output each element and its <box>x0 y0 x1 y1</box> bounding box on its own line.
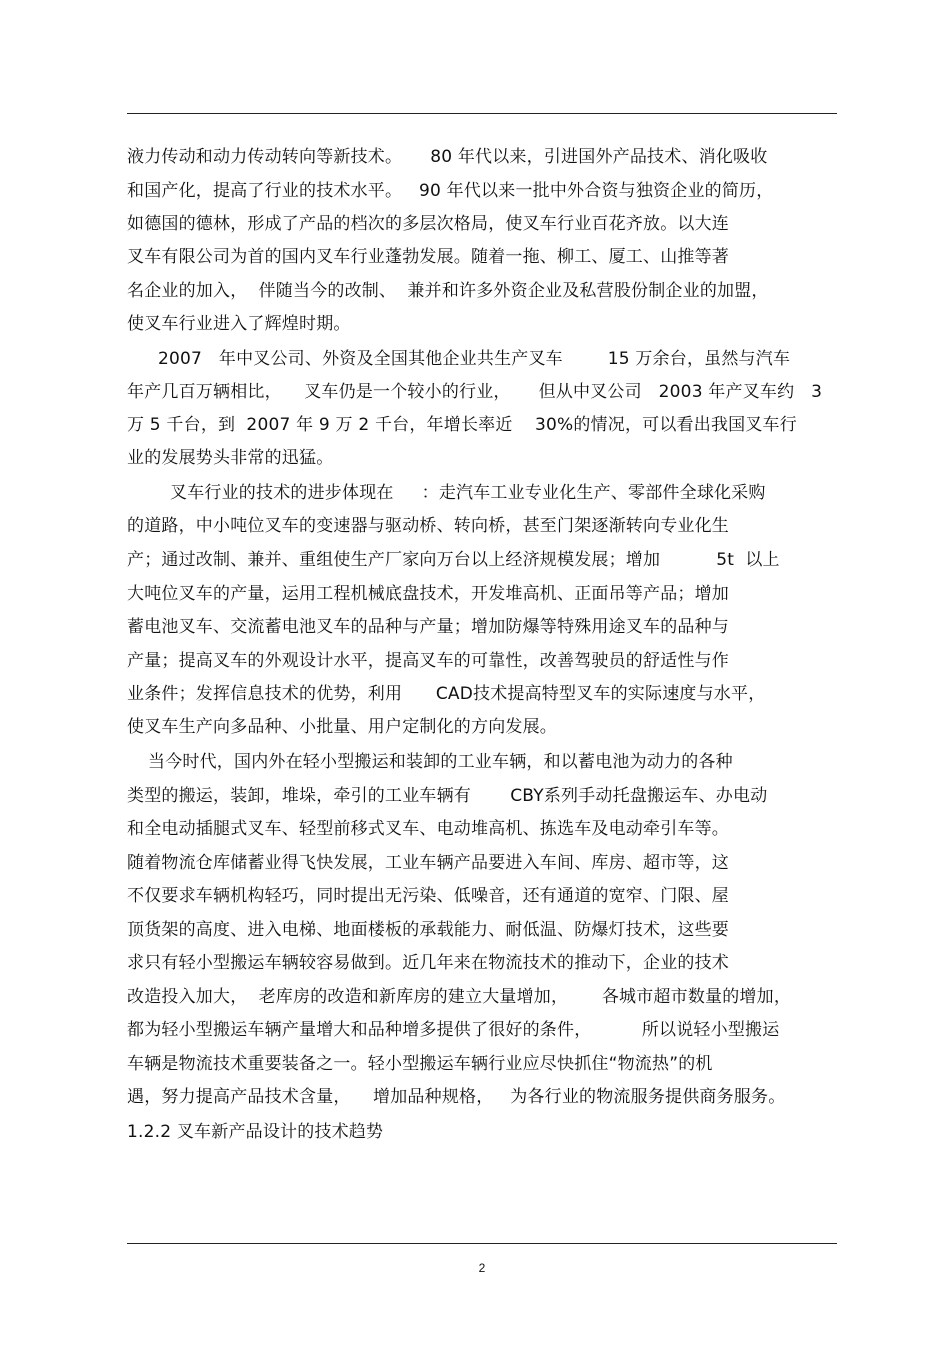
text-line: 大吨位叉车的产量，运用工程机械底盘技术，开发堆高机、正面吊等产品；增加 <box>127 584 729 604</box>
text-line: 业的发展势头非常的迅猛。 <box>127 448 334 468</box>
text-line: 使叉车生产向多品种、小批量、用户定制化的方向发展。 <box>127 717 557 737</box>
section-heading: 1.2.2 叉车新产品设计的技术趋势 <box>127 1122 384 1142</box>
text-line: 叉车有限公司为首的国内叉车行业蓬勃发展。随着一拖、柳工、厦工、山推等著 <box>127 247 729 267</box>
text-line: 年产几百万辆相比， 叉车仍是一个较小的行业， 但从中叉公司 2003 年产叉车约 3 <box>127 382 823 402</box>
text-line: 2007 年中叉公司、外资及全国其他企业共生产叉车 15 万余台，虽然与汽车 <box>158 349 791 369</box>
page-number: 2 <box>478 1261 486 1275</box>
text-line: 液力传动和动力传动转向等新技术。 80 年代以来，引进国外产品技术、消化吸收 <box>127 147 768 167</box>
footer-rule <box>127 1243 837 1244</box>
text-line: 和国产化，提高了行业的技术水平。 90 年代以来一批中外合资与独资企业的简历， <box>127 181 774 201</box>
text-line: 蓄电池叉车、交流蓄电池叉车的品种与产量；增加防爆等特殊用途叉车的品种与 <box>127 617 729 637</box>
text-line: 当今时代，国内外在轻小型搬运和装卸的工业车辆，和以蓄电池为动力的各种 <box>148 752 733 772</box>
text-line: 求只有轻小型搬运车辆较容易做到。近几年来在物流技术的推动下，企业的技术 <box>127 953 729 973</box>
text-line: 产量；提高叉车的外观设计水平，提高叉车的可靠性，改善驾驶员的舒适性与作 <box>127 651 729 671</box>
text-line: 改造投入加大， 老库房的改造和新库房的建立大量增加， 各城市超市数量的增加， <box>127 987 792 1007</box>
text-line: 遇，努力提高产品技术含量， 增加品种规格， 为各行业的物流服务提供商务服务。 <box>127 1087 786 1107</box>
text-line: 如德国的德林，形成了产品的档次的多层次格局，使叉车行业百花齐放。以大连 <box>127 214 729 234</box>
text-line: 类型的搬运，装卸，堆垛，牵引的工业车辆有 CBY系列手动托盘搬运车、办电动 <box>127 786 768 806</box>
text-line: 都为轻小型搬运车辆产量增大和品种增多提供了很好的条件， 所以说轻小型搬运 <box>127 1020 780 1040</box>
text-line: 万 5 千台，到 2007 年 9 万 2 千台，年增长率近 30%的情况，可以看出我国叉车行 <box>127 415 797 435</box>
text-line: 名企业的加入， 伴随当今的改制、 兼并和许多外资企业及私营股份制企业的加盟， <box>127 281 769 301</box>
text-line: 顶货架的高度、进入电梯、地面楼板的承载能力、耐低温、防爆灯技术，这些要 <box>127 920 729 940</box>
text-line: 的道路，中小吨位叉车的变速器与驱动桥、转向桥，甚至门架逐渐转向专业化生 <box>127 516 729 536</box>
text-line: 业条件；发挥信息技术的优势，利用 CAD技术提高特型叉车的实际速度与水平， <box>127 684 766 704</box>
text-line: 和全电动插腿式叉车、轻型前移式叉车、电动堆高机、拣选车及电动牵引车等。 <box>127 819 729 839</box>
text-line: 使叉车行业进入了辉煌时期。 <box>127 314 351 334</box>
text-line: 随着物流仓库储蓄业得飞快发展，工业车辆产品要进入车间、库房、超市等，这 <box>127 853 729 873</box>
text-line: 不仅要求车辆机构轻巧，同时提出无污染、低噪音，还有通道的宽窄、门限、屋 <box>127 886 729 906</box>
text-line: 叉车行业的技术的进步体现在 ：走汽车工业专业化生产、零部件全球化采购 <box>170 483 766 503</box>
text-line: 车辆是物流技术重要装备之一。轻小型搬运车辆行业应尽快抓住“物流热”的机 <box>127 1054 713 1074</box>
text-line: 产；通过改制、兼并、重组使生产厂家向万台以上经济规模发展；增加 5t 以上 <box>127 550 780 570</box>
